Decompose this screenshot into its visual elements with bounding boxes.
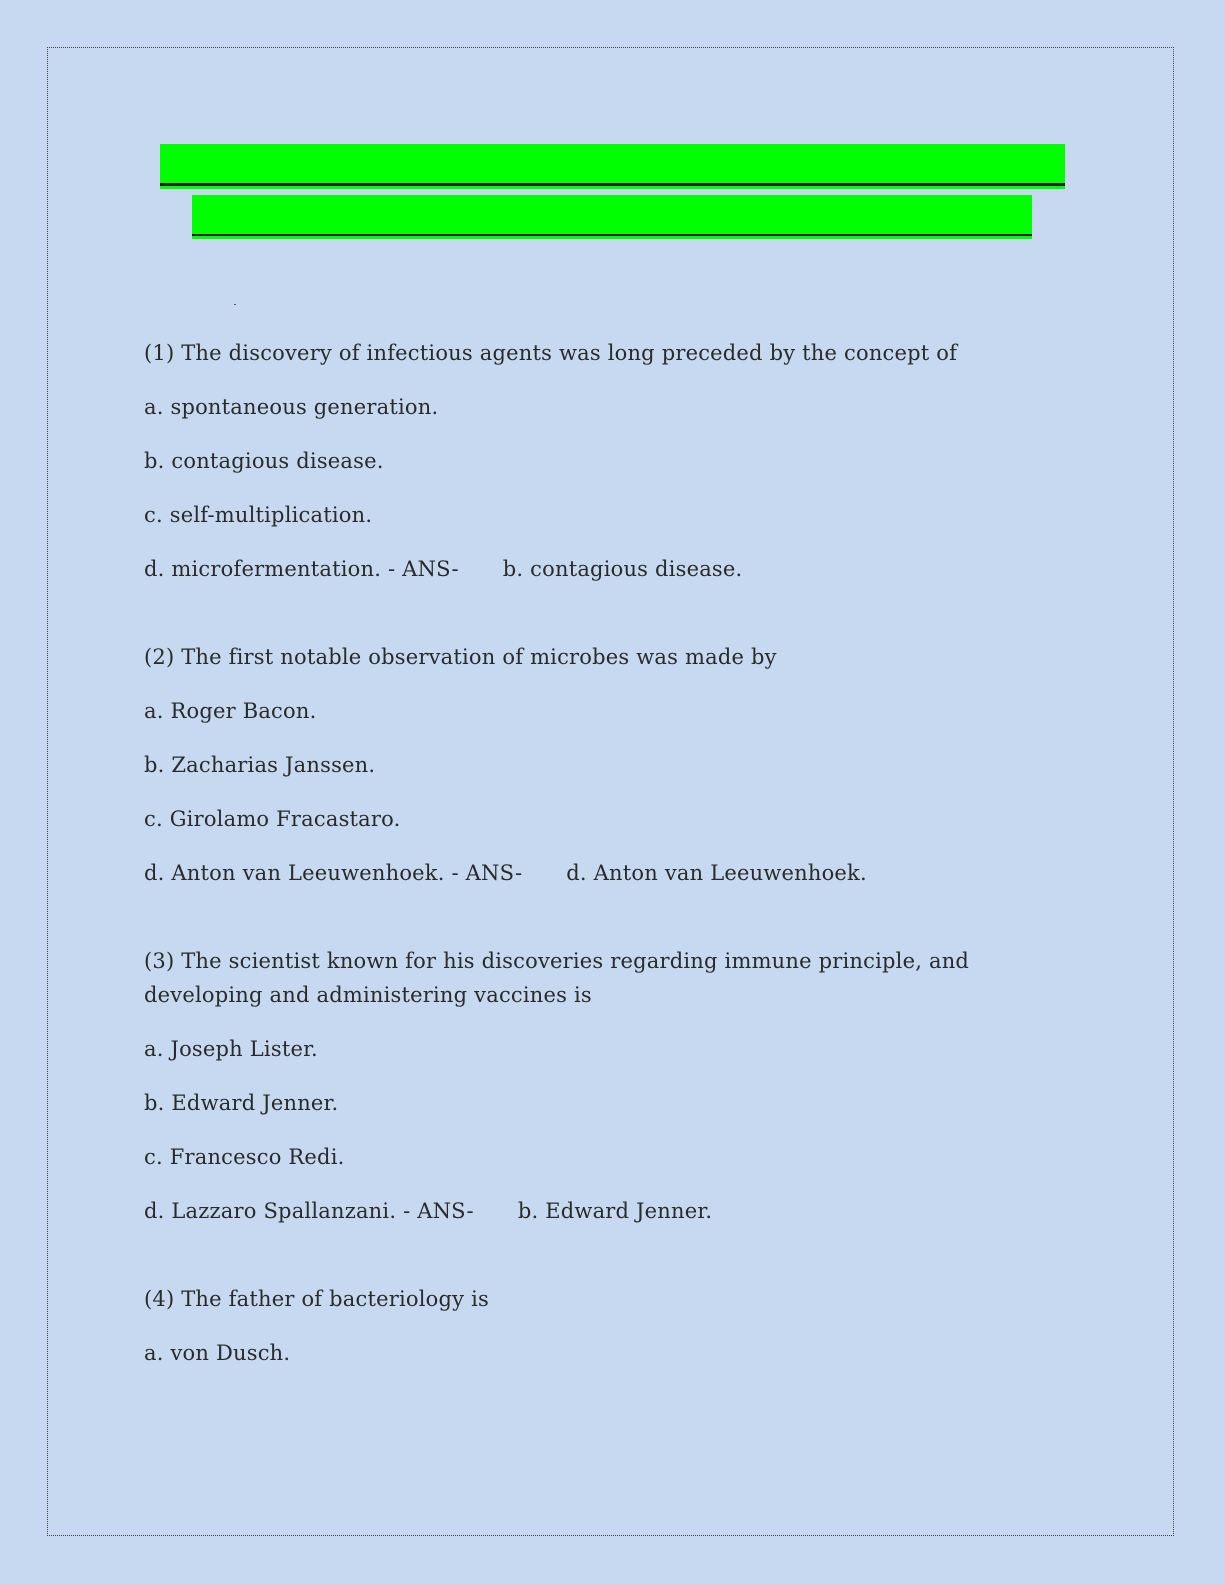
option-b: b. Zacharias Janssen. (144, 753, 376, 777)
answer-text: b. Edward Jenner. (517, 1199, 713, 1223)
option-d-with-answer (144, 856, 1044, 890)
question-text: (1) The discovery of infectious agents was long preceded by the concept of (144, 341, 958, 365)
question-text: (3) The scientist known for his discoveries regarding immune principle, and developing and administering vaccines is (144, 949, 970, 1007)
questions-list (144, 336, 1044, 1424)
title-highlight-bar (160, 144, 1065, 186)
question-4 (144, 1282, 1044, 1370)
answer-text: b. contagious disease. (502, 557, 743, 581)
option-c: c. self-multiplication. (144, 503, 373, 527)
question-1 (144, 336, 1044, 586)
option-a: a. Roger Bacon. (144, 699, 317, 723)
option-a: a. spontaneous generation. (144, 395, 439, 419)
option-d-with-answer (144, 1194, 1044, 1228)
question-text: (4) The father of bacteriology is (144, 1287, 489, 1311)
option-d-with-answer (144, 552, 1044, 586)
question-2 (144, 640, 1044, 890)
option-d: d. microfermentation. - ANS- (144, 557, 459, 581)
option-a: a. Joseph Lister. (144, 1037, 318, 1061)
option-d: d. Lazzaro Spallanzani. - ANS- (144, 1199, 474, 1223)
stray-mark (234, 304, 236, 305)
subtitle-highlight-bar (192, 195, 1032, 236)
option-a: a. von Dusch. (144, 1341, 291, 1365)
question-text: (2) The first notable observation of microbes was made by (144, 645, 777, 669)
option-c: c. Girolamo Fracastaro. (144, 807, 401, 831)
question-3 (144, 944, 1044, 1228)
option-b: b. Edward Jenner. (144, 1091, 339, 1115)
option-c: c. Francesco Redi. (144, 1145, 345, 1169)
option-d: d. Anton van Leeuwenhoek. - ANS- (144, 861, 523, 885)
answer-text: d. Anton van Leeuwenhoek. (566, 861, 867, 885)
option-b: b. contagious disease. (144, 449, 384, 473)
